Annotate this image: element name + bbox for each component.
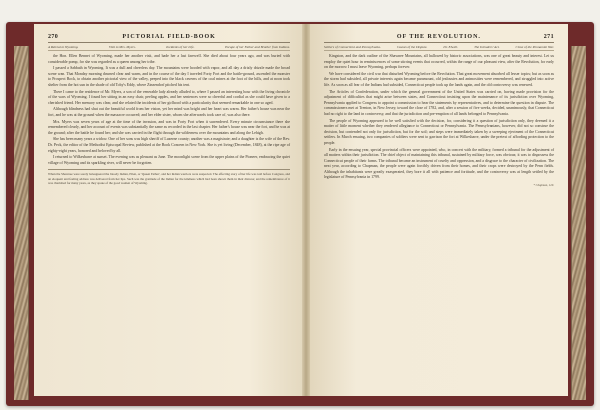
paragraph: Although blindness had shut out the beautiful world from her vision, yet her mind was bright and her heart was warm. Her father's house was near the fort, and he was at the ground when the massacre occurred; and her elder sister, whom she afterwards took care of, was also there. bbox=[48, 107, 290, 117]
page-number: 270 bbox=[48, 34, 59, 40]
paragraph: The people of Wyoming appeared to be well satisfied with the decision, for, considering it a question of jurisdiction only, they deemed it a matter of little moment whether they rendered allegiance to Connecticut or Pennsylvania. The Pennsylvanians, however, did not so construe the decision, but contended not only for jurisdiction, but for the soil; and steps were immediately taken by a sweeping ejectment of the Connecticut settlers. In March ensuing, two companies of soldiers were sent to garrison the fort at Wilkesbarre, under the pretext of affording protection to the people. bbox=[324, 118, 554, 145]
subhead: Close of the Pennamite War. bbox=[515, 45, 554, 49]
paragraph: There I came to the residence of Mr. Myers, a son of the venerable lady already alluded to, where I passed an interesting hour with the living chronicle of the wars of Wyoming. I found her sitting in an easy chair, peeling apples, and her sentences were so cheerful and cordial as she could have given to a cherished friend. Her memory was clear, and she related the incidents of her girlhood with a particularity that seemed remarkable in one so aged. bbox=[48, 89, 290, 105]
book-gutter bbox=[302, 24, 310, 396]
paragraph: Mrs. Myers was seven years of age at the time of the invasion, and was in Forty Fort when it surrendered. Every minute circumstance there she remembered clearly, and her account of events was substantially the same as recorded in the last chapter. Her father's house was near the fort, and he was at the ground; after the battle he found her; and she was carried in the flight through the wilderness over the mountains and along the Lehigh. bbox=[48, 119, 291, 135]
subhead: Causes of the Dispute. bbox=[396, 45, 428, 49]
paragraph: The Articles of Confederation, under which the general government of the United States was carried on, having made provision for the adjustment of difficulties that might arise between states, and Connecticut insisting upon the maintenance of its jurisdiction over Wyoming, Pennsylvania applied to Congress to appoint a commission to hear the statements by representatives, and to determine the question in dispute. The commissioners met at Trenton, in New Jersey, toward the close of 1782, and, after a session of five weeks, decided, unanimously, that Connecticut had no right to the land in controversy, and that the jurisdiction and pre-emption of all lands belonged to Pennsylvania. bbox=[324, 89, 554, 116]
left-subheads bbox=[48, 45, 290, 51]
left-running-head bbox=[48, 34, 290, 43]
subhead: Settlers of Connecticut and Pennsylvania. bbox=[324, 45, 381, 49]
left-page bbox=[34, 24, 302, 396]
marbled-edge-right bbox=[571, 46, 586, 400]
subhead: Dr. Elwell. bbox=[443, 45, 459, 49]
running-title: OF THE REVOLUTION. bbox=[396, 34, 481, 40]
margin-note: * Chapman, 129. bbox=[533, 183, 554, 188]
subhead: A Retreat to Wyoming. bbox=[48, 45, 79, 49]
right-body-text bbox=[324, 54, 554, 181]
footnote: When the Shawnee were sorely beleaguered the bloody Indian, Ellen, or 'Queen Esther', and her Indian warriors were suspected. The effecting story of her life was told before Congress, and an eloquent and feeling address was delivered from her lips. Such was the gratitude of the Indian for the kindness which had been shown them in their distress; and the remembrance of it was cherished for many years, as they spoke of the good women of Wyoming. bbox=[48, 169, 290, 186]
paragraph: Early in the ensuing year, special provincial officers were appointed, who, in concert with the military, formed a tribunal for the adjustment of all matters within their jurisdiction. The chief object of maintaining this tribunal, sustained by military force, was obvious; it was to dispossess the Connecticut people of their farms. The tribunal became an instrument of cruelty and oppression, and a disgrace to the character of civilization. The next year, according to Chapman, the people were again forcibly driven from their homes, and their crops were destroyed by the Penn fields. Although the inhabitants were greatly exasperated, they bore it all with patience and fortitude, and the controversy was at length settled by the legislature of Pennsylvania in 1799. bbox=[324, 147, 554, 180]
paragraph: We have considered the civil war that disturbed Wyoming before the Revolution. That great movement absorbed all lesser topics; but as soon as the storm had subsided, all private interests again became paramount, old jealousies and animosities were remembered, and struggled into active life. As soon as all fear of the Indians had subsided, Connecticut people took up the lands again, and the old controversy was renewed. bbox=[324, 71, 554, 87]
paragraph: She has been many years a widow. One of her sons was high sheriff of Luzerne county; another was a magistrate; and a daughter is the wife of the Rev. Dr. Peck, the editor of the Methodist Episcopal Review, published at the Book Concern in New York. She is yet living (December, 1848), at the ripe age of eighty-eight years, honored and beloved by all. bbox=[48, 137, 290, 153]
subhead: Incidents of her Life. bbox=[166, 45, 195, 49]
running-title: PICTORIAL FIELD-BOOK bbox=[122, 34, 216, 40]
paragraph: Kingston, and the dark outline of the Shawnee Mountains, all hallowed by historic associations, was one of great beauty and interest. Let us employ the quiet hour in reminiscences of some stirring events that occurred, within the range of our pleasant view, after the Revolution, for early on the morrow I must leave Wyoming, perhaps forever. bbox=[324, 54, 554, 70]
subhead: Escape of her Father and Brother from Indians. bbox=[225, 45, 290, 49]
paragraph: the Hon. Ellen Bennet of Wyoming, made her another visit, and bade her a last farewell. She died about four years ago, and was buried with considerable pomp, for she was regarded as a queen among her tribe. bbox=[48, 54, 290, 64]
page-number: 271 bbox=[543, 34, 554, 40]
paragraph: I passed a Sabbath in Wyoming. It was a dull and cheerless day. The mountains were hooded with vapor, and all day a drizly drizzle made the broad scene wan. That Monday morning dawned clear and warm, and in the course of the day I traveled Forty Fort and the battle-ground, ascended the monster to Prospect Rock, to obtain another pictorial view of the valley, peeped into the black caverns of the coal mines at the foot of the hills, and at noon took shelter from the hot sun in the shade of old Toby's Eddy, where Zinzendorf pitched his tent. bbox=[48, 66, 290, 87]
left-body-text bbox=[48, 54, 290, 166]
top-margin bbox=[0, 0, 600, 20]
subhead: The Intruders' Act. bbox=[474, 45, 500, 49]
right-running-head bbox=[324, 34, 554, 43]
right-subheads bbox=[324, 45, 554, 51]
marbled-edge-left bbox=[14, 46, 29, 400]
paragraph: I returned to Wilkesbarre at sunset. The evening was as pleasant as June. The moonlight scene from the upper plains of the Pioneer, embracing the quiet village of Wyoming and its sparkling river, will never be forgotten. bbox=[48, 155, 290, 165]
subhead: Visit to Mrs. Myers. bbox=[108, 45, 136, 49]
right-page bbox=[310, 24, 568, 396]
